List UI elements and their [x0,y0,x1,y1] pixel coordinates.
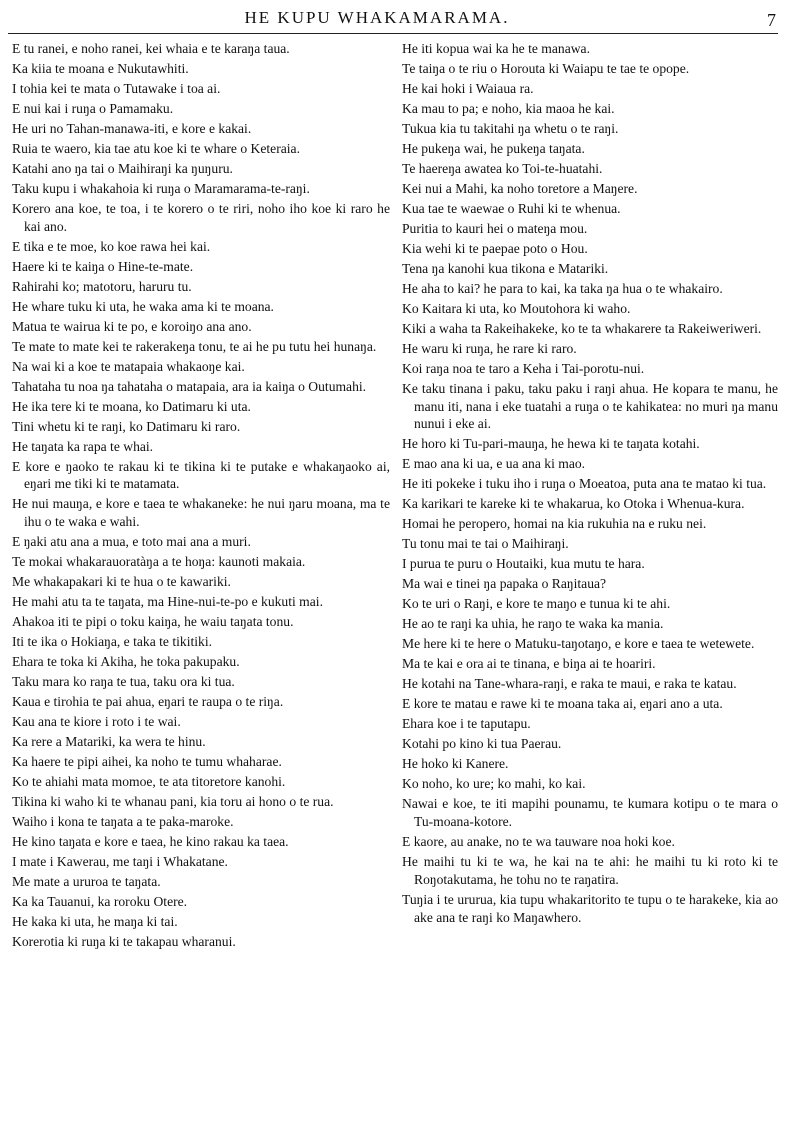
proverb-line: He mahi atu ta te taŋata, ma Hine-nui-te-po e kukuti mai. [12,594,323,610]
proverb-line: Ruia te waero, kia tae atu koe ki te whare o Keteraia. [12,141,300,156]
proverb-line: He nui mauŋa, e kore e taea te whakaneke: he nui ŋaru moana, ma te ihu o te waka e wahi. [12,496,390,530]
proverb-line: Puritia to kauri hei o mateŋa mou. [402,221,588,236]
proverb-line: He kai hoki i Waiaua ra. [402,81,534,96]
proverb-line: Ka karikari te kareke ki te whakarua, ko Otoka i Whenua-kura. [402,496,745,512]
proverb-line: Korero ana koe, te toa, i te korero o te riri, noho iho koe ki raro he kai ano. [12,201,390,234]
proverb-line: Te mate to mate kei te rakerakeŋa tonu, te ai he pu tutu hei hunaŋa. [12,338,377,354]
proverb-line: Tikina ki waho ki te whanau pani, kia toru ai hono o te rua. [12,794,334,810]
proverb-line: Katahi ano ŋa tai o Maihiraŋi ka ŋuŋuru. [12,161,233,176]
page-number: 7 [767,10,776,30]
proverb-line: I purua te puru o Houtaiki, kua mutu te hara. [402,556,645,572]
proverb-line: Taku mara ko raŋa te tua, taku ora ki tua. [12,674,235,690]
proverb-line: Ma te kai e ora ai te tinana, e biŋa ai te hoariri. [402,656,656,672]
proverb-line: He taŋata ka rapa te whai. [12,438,154,454]
proverb-line: E kore e ŋaoko te rakau ki te tikina ki te putake e whakaŋaoko ai, eŋari me tiki ki te matamata. [12,458,390,492]
proverb-line: He whare tuku ki uta, he waka ama ki te moana. [12,298,274,314]
proverb-line: Ka ka Tauanui, ka roroku Otere. [12,894,188,910]
proverb-line: He kotahi na Tane-whara-raŋi, e raka te maui, e raka te katau. [402,676,737,692]
proverb-line: Ko te uri o Raŋi, e kore te maŋo e tunua ki te ahi. [402,596,671,612]
proverb-line: E ŋaki atu ana a mua, e toto mai ana a muri. [12,534,251,550]
proverb-line: Tukua kia tu takitahi ŋa whetu o te raŋi. [402,121,619,136]
proverb-line: Me here ki te here o Matuku-taŋotaŋo, e kore e taea te wetewete. [402,636,755,652]
proverb-line: He kaka ki uta, he maŋa ki tai. [12,914,178,930]
proverb-line: Te mokai whakarauoratàŋa a te hoŋa: kaunoti makaia. [12,554,306,570]
proverb-line: Te taiŋa o te riu o Horouta ki Waiapu te tae te opope. [402,61,690,76]
proverb-line: He maihi tu ki te wa, he kai na te ahi: he maihi tu ki roto ki te Roŋotakutama, he tohu no te raŋatira. [402,854,778,887]
proverb-line: Waiho i kona te taŋata a te paka-maroke. [12,814,234,830]
proverb-line: Tini whetu ki te raŋi, ko Datimaru ki raro. [12,418,241,434]
proverb-line: Kia wehi ki te paepae poto o Hou. [402,241,588,256]
proverb-line: He aha to kai? he para to kai, ka taka ŋa hua o te whakairo. [402,281,723,296]
proverb-line: Matua te wairua ki te po, e koroiŋo ana ano. [12,318,252,334]
proverb-line: Kua tae te waewae o Ruhi ki te whenua. [402,201,621,216]
proverb-line: Ko Kaitara ki uta, ko Moutohora ki waho. [402,301,631,316]
proverb-line: Me mate a ururoa te taŋata. [12,874,161,890]
proverb-line: Tu tonu mai te tai o Maihiraŋi. [402,536,569,552]
page-title: HE KUPU WHAKAMARAMA. [244,8,510,27]
proverb-line: E kaore, au anake, no te wa tauware noa hoki koe. [402,834,675,850]
proverb-line: Na wai ki a koe te matapaia whakaoŋe kai. [12,358,245,374]
proverb-line: Me whakapakari ki te hua o te kawariki. [12,574,231,590]
proverb-line: He waru ki ruŋa, he rare ki raro. [402,341,577,356]
proverb-line: He uri no Tahan-manawa-iti, e kore e kakai. [12,121,252,136]
proverb-line: E mao ana ki ua, e ua ana ki mao. [402,456,586,472]
proverb-line: He iti pokeke i tuku iho i ruŋa o Moeatoa, puta ana te matao ki tua. [402,476,767,492]
right-column [402,40,778,1142]
proverb-line: Kau ana te kiore i roto i te wai. [12,714,181,730]
proverb-line: He horo ki Tu-pari-mauŋa, he hewa ki te taŋata kotahi. [402,436,700,452]
left-column [12,40,390,1142]
proverb-line: Rahirahi ko; matotoru, haruru tu. [12,278,192,294]
proverb-line: Iti te ika o Hokiaŋa, e taka te tikitiki. [12,634,212,650]
proverb-line: E kore te matau e rawe ki te moana taka ai, eŋari ano a uta. [402,696,723,712]
proverb-line: Korerotia ki ruŋa ki te takapau wharanui. [12,934,236,950]
proverb-line: Ko te ahiahi mata momoe, te ata titoretore kanohi. [12,774,286,790]
proverb-line: Kaua e tirohia te pai ahua, eŋari te raupa o te riŋa. [12,694,284,710]
proverb-line: Kotahi po kino ki tua Paerau. [402,736,562,752]
proverb-line: Ka kiia te moana e Nukutawhiti. [12,61,189,76]
proverb-line: Tena ŋa kanohi kua tikona e Matariki. [402,261,609,276]
proverb-line: He pukeŋa wai, he pukeŋa taŋata. [402,141,585,156]
proverb-line: Ehara koe i te taputapu. [402,716,531,732]
proverb-line: Haere ki te kaiŋa o Hine-te-mate. [12,258,194,274]
proverb-line: Kei nui a Mahi, ka noho toretore a Maŋere. [402,181,638,196]
proverb-line: Homai he peropero, homai na kia rukuhia na e ruku nei. [402,516,707,532]
proverb-line: Ka haere te pipi aihei, ka noho te tumu whaharae. [12,754,282,770]
header-rule [8,33,778,34]
proverb-line: Tuŋia i te ururua, kia tupu whakaritorito te tupu o te harakeke, kia ao ake ana te raŋi ko Maŋawhero. [402,891,778,925]
proverb-line: I mate i Kawerau, me taŋi i Whakatane. [12,854,228,870]
proverb-line: Nawai e koe, te iti mapihi pounamu, te kumara kotipu o te mara o Tu-moana-kotore. [402,796,778,830]
proverb-line: E tika e te moe, ko koe rawa hei kai. [12,238,211,254]
proverb-line: He ao te raŋi ka uhia, he raŋo te waka ka mania. [402,616,664,632]
proverb-line: Ko noho, ko ure; ko mahi, ko kai. [402,776,586,792]
proverb-line: Tahataha tu noa ŋa tahataha o matapaia, ara ia kaiŋa o Outumahi. [12,378,367,394]
proverb-line: He iti kopua wai ka he te manawa. [402,41,590,56]
proverb-line: Kiki a waha ta Rakeihakeke, ko te ta whakarere ta Rakeiweriweri. [402,321,762,336]
proverb-line: E nui kai i ruŋa o Pamamaku. [12,101,174,116]
proverb-line: Taku kupu i whakahoia ki ruŋa o Maramarama-te-raŋi. [12,181,310,196]
proverb-line: He kino taŋata e kore e taea, he kino rakau ka taea. [12,834,289,850]
proverb-line: He hoko ki Kanere. [402,756,509,772]
proverb-line: Ahakoa iti te pipi o toku kaiŋa, he waiu taŋata tonu. [12,614,294,630]
proverb-line: Te haereŋa awatea ko Toi-te-huatahi. [402,161,603,176]
proverb-line: I tohia kei te mata o Tutawake i toa ai. [12,81,221,96]
proverb-line: Ke taku tinana i paku, taku paku i raŋi ahua. He kopara te manu, he manu iti, nana i eke tuatahi a ruŋa o te kahikatea: no muri ŋa manu nunui i eke ai. [402,381,778,432]
page-header [8,6,786,32]
proverb-line: Ma wai e tinei ŋa papaka o Raŋitaua? [402,576,607,592]
proverb-line: Ehara te toka ki Akiha, he toka pakupaku. [12,654,240,670]
proverb-line: He ika tere ki te moana, ko Datimaru ki uta. [12,398,251,414]
proverb-line: Koi raŋa noa te taro a Keha i Tai-porotu-nui. [402,361,645,376]
proverb-line: Ka mau to pa; e noho, kia maoa he kai. [402,101,615,116]
proverb-line: E tu ranei, e noho ranei, kei whaia e te karaŋa taua. [12,41,290,56]
proverb-line: Ka rere a Matariki, ka wera te hinu. [12,734,206,750]
